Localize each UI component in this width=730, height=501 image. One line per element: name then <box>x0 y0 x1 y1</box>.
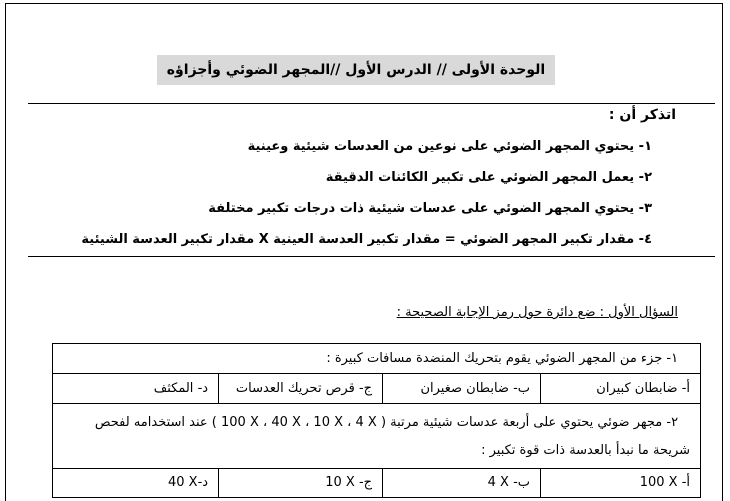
lens-value: 100 X <box>221 415 259 430</box>
q2-stem <box>53 404 701 469</box>
lens-value: 4 X <box>355 415 377 430</box>
q1-stem: ١- جزء من المجهر الضوئي يقوم بتحريك المنضدة مسافات كبيرة : <box>53 344 701 374</box>
q1-option-a <box>541 374 701 404</box>
question-heading: السؤال الأول : ضع دائرة حول رمز الإجابة الصحيحة : <box>396 305 678 320</box>
table-row <box>53 469 701 498</box>
q2-option-d <box>53 469 219 498</box>
option-text: المكثف <box>153 380 194 396</box>
table-row <box>53 344 701 374</box>
remember-item-2: ٢- يعمل المجهر الضوئي على تكبير الكائنات الدقيقة <box>325 170 652 185</box>
divider-top <box>28 103 715 104</box>
option-label: ج- <box>358 380 373 396</box>
option-label: ب- <box>513 380 531 396</box>
remember-list <box>20 137 652 261</box>
q1-option-d <box>53 374 219 404</box>
option-text: 40 X <box>167 475 198 490</box>
q2-stem-prefix: ٢- مجهر ضوئي يحتوي على أربعة عدسات شيئية مرتبة ( <box>380 415 679 430</box>
option-text: 10 X <box>325 475 355 490</box>
option-label: أ- <box>681 475 691 490</box>
option-label: د- <box>197 380 209 396</box>
option-text: 100 X <box>639 475 678 490</box>
list-separator: ، <box>305 415 310 430</box>
remember-item-3: ٣- يحتوي المجهر الضوئي على عدسات شيئية ذات درجات تكبير مختلفة <box>208 201 652 216</box>
q1-option-c <box>219 374 383 404</box>
remember-heading: اتذكر أن : <box>608 107 676 123</box>
option-text: قرص تحريك العدسات <box>235 380 355 396</box>
option-text: 4 X <box>487 475 509 490</box>
q2-option-b <box>383 469 541 498</box>
option-text: ضابطان صغيران <box>420 380 509 396</box>
table-row <box>53 404 701 469</box>
list-separator: ، <box>263 415 268 430</box>
q2-option-a <box>541 469 701 498</box>
option-text: ضابطان كبيران <box>596 380 678 396</box>
option-label: ج- <box>358 475 373 490</box>
list-separator: ، <box>347 415 352 430</box>
q2-stem-suffix: ) عند استخدامه لفحص شريحة ما نبدأ بالعدسة ذات قوة تكبير : <box>94 415 691 458</box>
title-row <box>0 55 712 85</box>
q2-option-c <box>219 469 383 498</box>
remember-item-4: ٤- مقدار تكبير المجهر الضوئي = مقدار تكبير العدسة العينية X مقدار تكبير العدسة الشيئية <box>81 232 652 247</box>
q1-option-b <box>383 374 541 404</box>
option-label: ب- <box>513 475 531 490</box>
remember-item-1: ١- يحتوي المجهر الضوئي على نوعين من العدسات شيئية وعينية <box>247 139 652 154</box>
option-label: د- <box>197 475 209 490</box>
divider-bottom <box>28 256 715 257</box>
lesson-title: الوحدة الأولى // الدرس الأول //المجهر الضوئي وأجزاؤه <box>157 55 555 85</box>
questions-table <box>52 343 701 498</box>
table-row <box>53 374 701 404</box>
lens-value: 10 X <box>313 415 344 430</box>
option-label: أ- <box>681 380 691 396</box>
lens-value: 40 X <box>271 415 301 430</box>
